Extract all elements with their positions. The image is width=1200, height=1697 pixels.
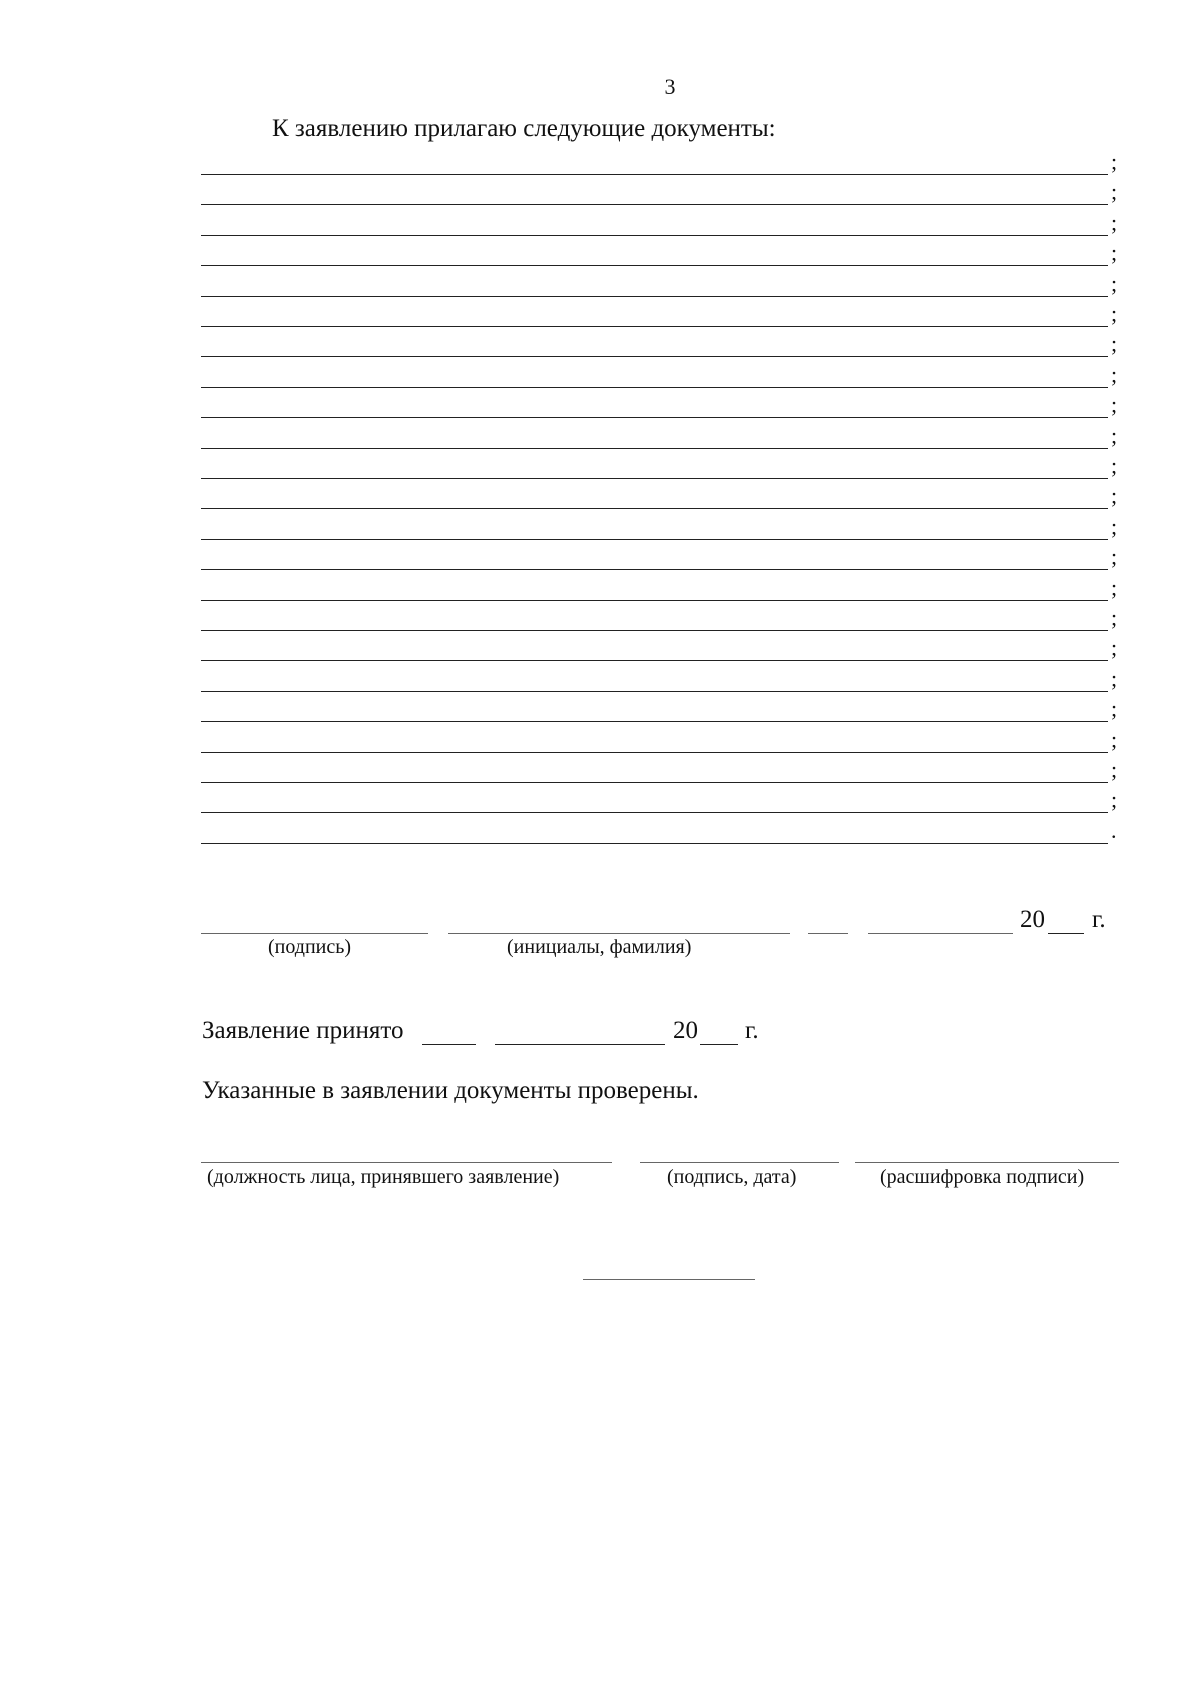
attachment-line[interactable] [201,209,1118,236]
acceptance-year-suffix: г. [745,1017,759,1044]
attachment-line[interactable] [201,422,1118,449]
applicant-year-suffix: г. [1092,906,1106,933]
attachment-line-terminator: ; [1111,665,1118,691]
applicant-year-prefix: 20 [1020,906,1045,933]
attachment-line-terminator: ; [1111,635,1118,661]
attachment-line-terminator: ; [1111,331,1118,357]
attachment-line[interactable] [201,574,1118,601]
official-position-field[interactable] [201,1162,612,1163]
attachments-intro: К заявлению прилагаю следующие документы: [272,115,776,142]
attachment-line[interactable] [201,331,1118,357]
caption-signature-date: (подпись, дата) [667,1166,797,1188]
caption-initials-surname: (инициалы, фамилия) [507,936,692,958]
applicant-name-field[interactable] [448,933,790,934]
attachment-line-terminator: ; [1111,240,1118,266]
attachment-line-terminator: . [1111,817,1117,843]
attachment-line[interactable] [201,544,1118,570]
attachment-line[interactable] [201,392,1118,418]
applicant-signature-field[interactable] [201,933,428,934]
attachment-line[interactable] [201,179,1118,205]
attachment-line[interactable] [201,453,1118,479]
attachment-line-terminator: ; [1111,453,1118,478]
official-signature-date-field[interactable] [640,1162,839,1163]
attachment-line[interactable] [201,726,1118,753]
attachment-line-terminator: ; [1111,179,1118,205]
attachment-line-terminator: ; [1111,757,1118,782]
attachment-line-terminator: ; [1111,574,1118,600]
applicant-year-field[interactable] [1048,933,1084,934]
attachment-line[interactable] [201,757,1118,783]
acceptance-month-field[interactable] [495,1044,665,1045]
attachment-line[interactable] [201,787,1118,813]
applicant-day-field[interactable] [808,933,848,934]
attachment-line-terminator: ; [1111,513,1118,539]
attachment-line[interactable] [201,665,1118,692]
attachment-line-terminator: ; [1111,544,1118,570]
page-number: 3 [664,74,676,99]
attachment-line-terminator: ; [1111,422,1118,448]
attachment-line-terminator: ; [1111,787,1118,813]
attachment-line-terminator: ; [1111,726,1118,752]
attachment-line[interactable] [201,605,1118,631]
acceptance-day-field[interactable] [422,1044,476,1045]
attachment-line-terminator: ; [1111,270,1118,296]
attachment-line[interactable] [201,513,1118,540]
attachment-line-terminator: ; [1111,361,1118,387]
attachment-line-terminator: ; [1111,209,1118,235]
attachment-line-terminator: ; [1111,149,1118,174]
acceptance-label: Заявление принято [202,1017,404,1044]
attachment-line-terminator: ; [1111,301,1118,326]
attachment-line-terminator: ; [1111,483,1118,509]
attachment-line[interactable] [201,301,1118,327]
attachment-line[interactable] [201,149,1118,175]
caption-official-position: (должность лица, принявшего заявление) [207,1166,560,1188]
caption-signature-decoding: (расшифровка подписи) [880,1166,1085,1188]
attachment-line[interactable] [201,696,1118,722]
attachment-line[interactable] [201,270,1118,297]
official-signature-decoding-field[interactable] [855,1162,1119,1163]
caption-signature: (подпись) [268,936,352,958]
attachment-line[interactable] [201,483,1118,509]
end-separator [583,1279,755,1280]
documents-checked-statement: Указанные в заявлении документы проверены. [202,1077,699,1104]
attachment-line[interactable] [201,817,1117,844]
attachment-line-terminator: ; [1111,392,1118,418]
attachment-line[interactable] [201,635,1118,661]
attachment-line[interactable] [201,240,1118,266]
acceptance-year-field[interactable] [700,1044,738,1045]
applicant-month-field[interactable] [868,933,1013,934]
attachment-line[interactable] [201,361,1118,388]
attachment-line-terminator: ; [1111,605,1118,630]
acceptance-year-prefix: 20 [673,1017,698,1044]
attachment-line-terminator: ; [1111,696,1118,722]
